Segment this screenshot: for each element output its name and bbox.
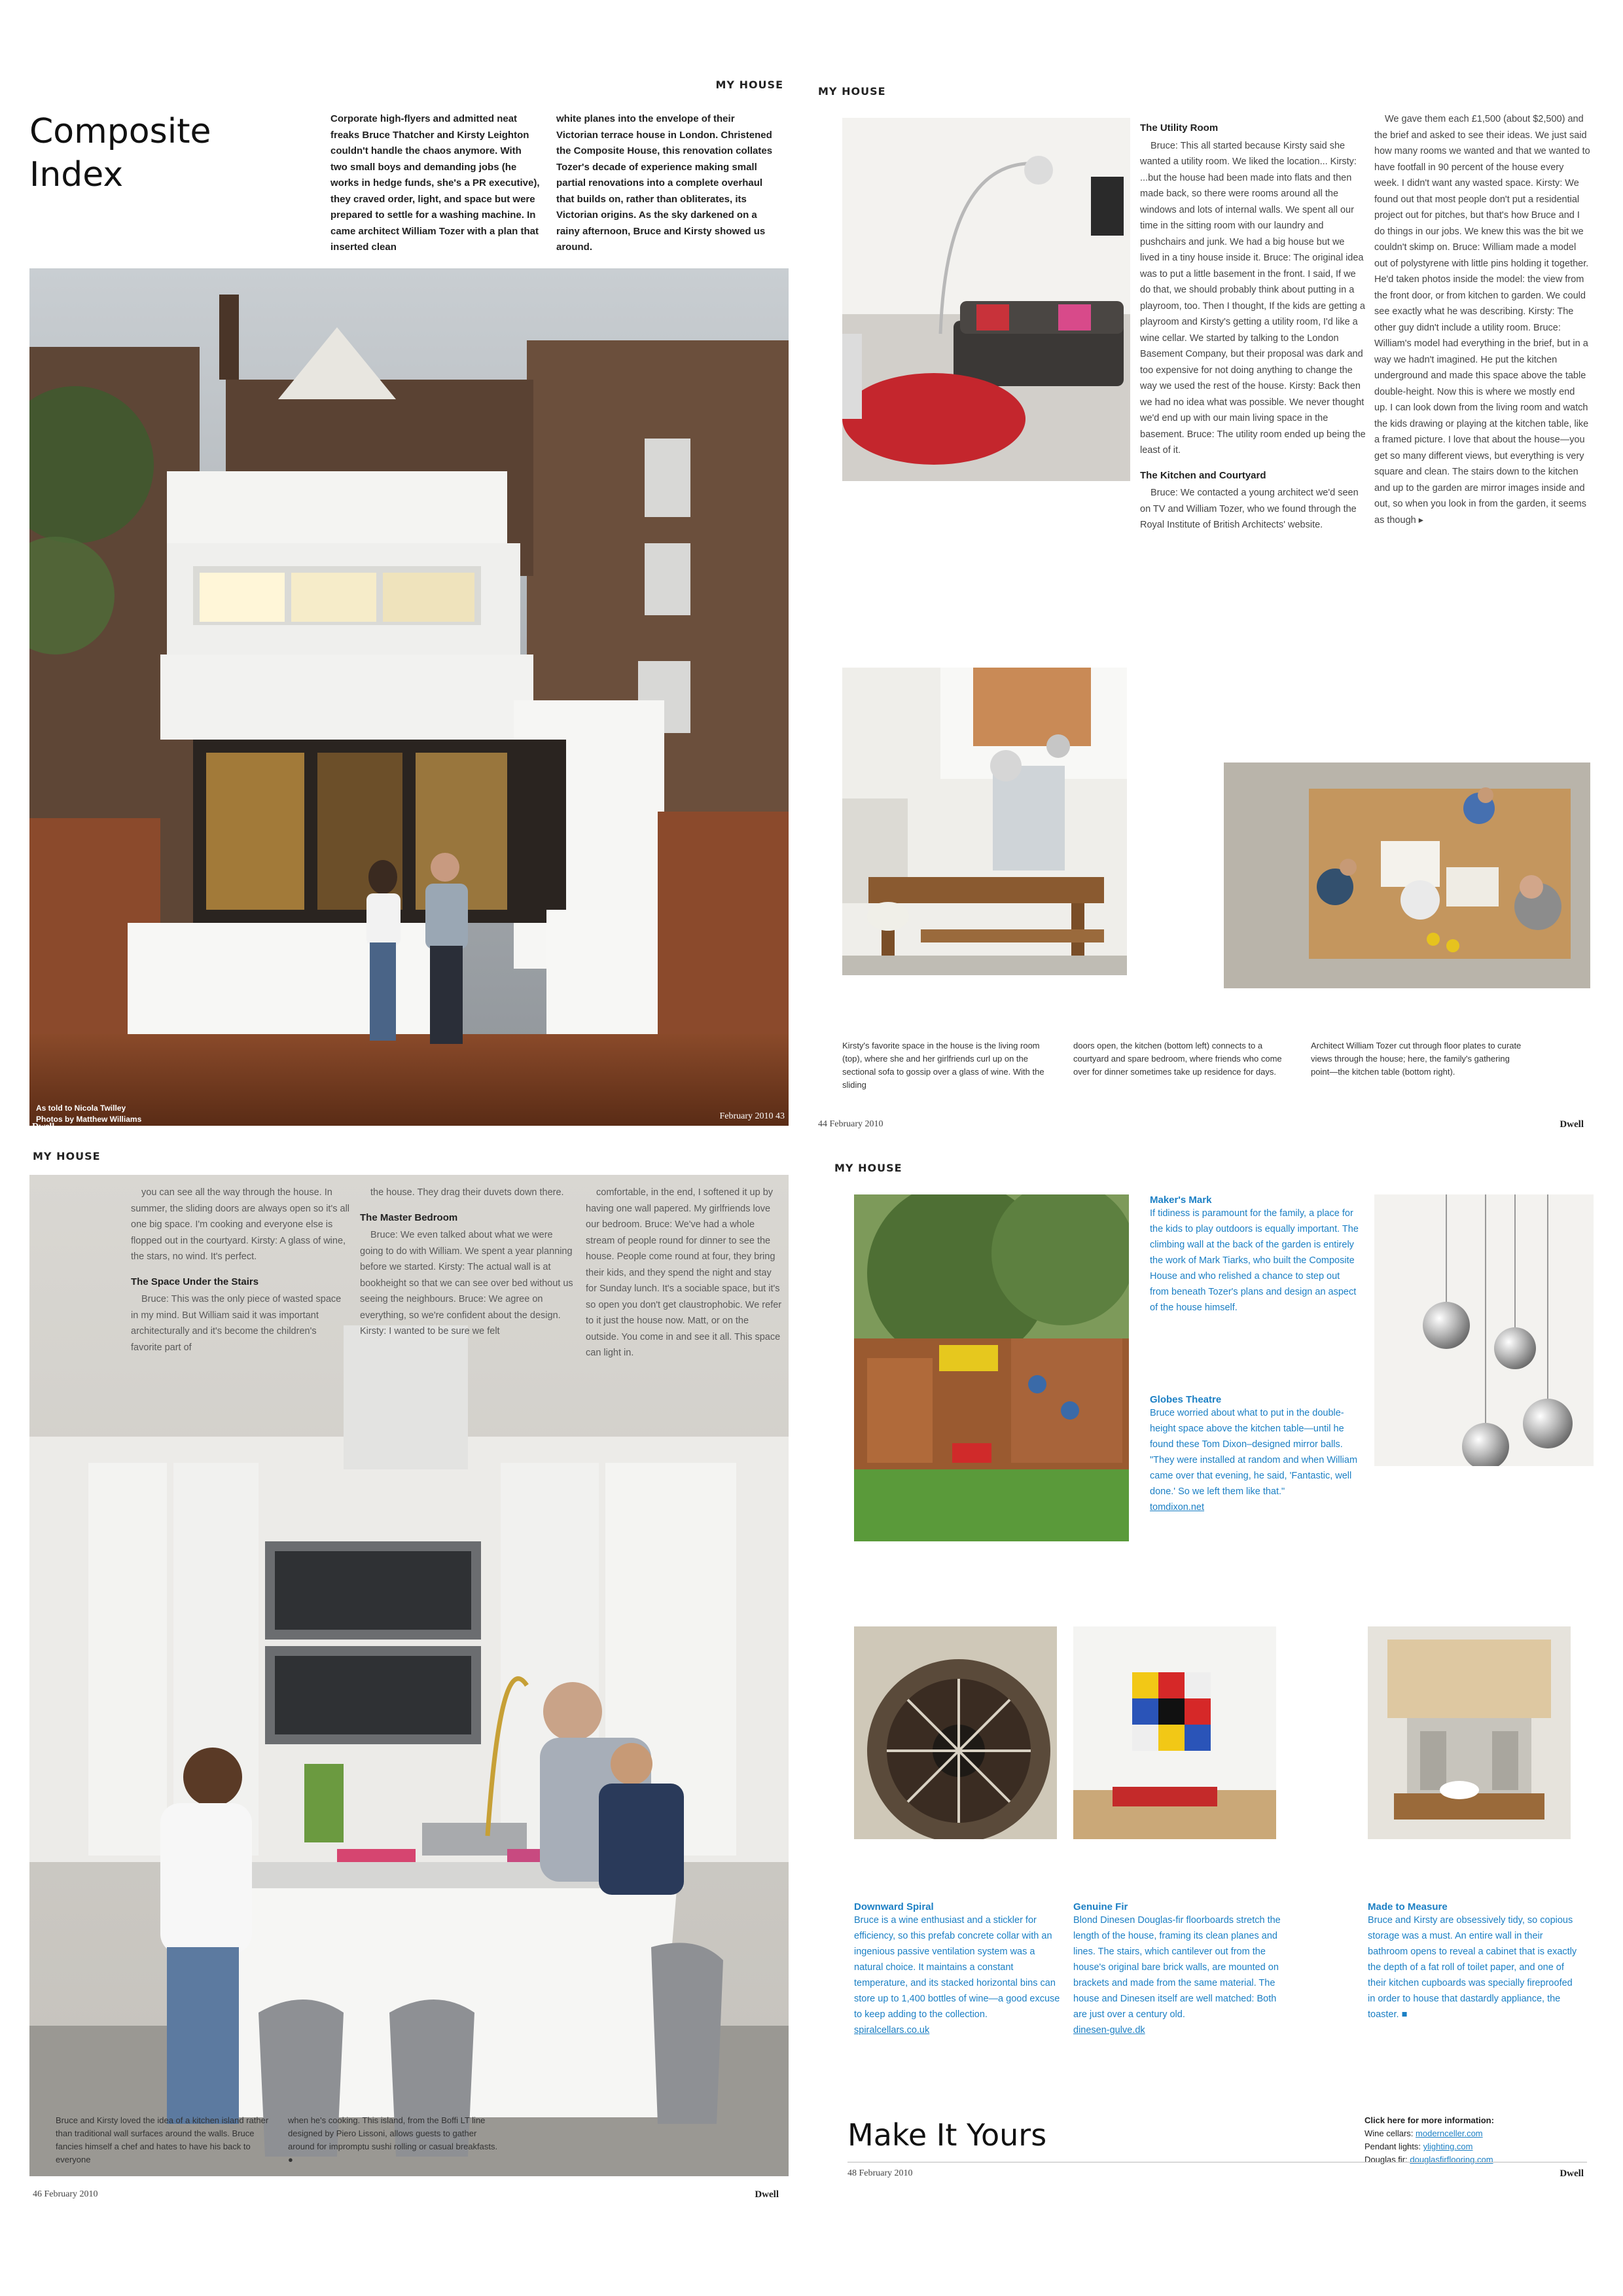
caption-2: doors open, the kitchen (bottom left) connects to a courtyard and spare bedroom, where friends who come over for dinner sometimes take up residence for days.	[1073, 1041, 1282, 1077]
genuine-fir-heading: Genuine Fir	[1073, 1901, 1128, 1912]
downward-spiral-text: Bruce is a wine enthusiast and a stickler for efficiency, so this prefab concrete collar with an ingenious passive ventilation system was a natural choice. It maintains a constant temperature, and its stacked horizontal bins can store up to 1,400 bottles of wine—a good excuse to keep adding to the collection.	[854, 1915, 1060, 2020]
makers-mark-block	[1150, 1194, 1359, 1316]
made-to-measure-block	[1368, 1901, 1577, 2022]
body-col-1	[131, 1185, 350, 1355]
intro-col-2: white planes into the envelope of their Victorian terrace house in London. Christened the Composite House, this renovation collates Tozer's decade of experience making small partial renovations into a complete overhaul that builds on, rather than obliterates, its Victorian origins. As the sky darkened on a rainy afternoon, Bruce and Kirsty showed us around.	[556, 113, 773, 253]
globes-theatre-block	[1150, 1394, 1359, 1515]
paragraph-comfortable: comfortable, in the end, I softened it up by having one wall papered. My girlfriends love our bedroom. Bruce: We've had a whole stream of people round for dinner to see the house. People come round at four, they bring their kids, and they spend the night and stay for Sunday lunch. It's a sociable space, but it's so open you don't get claustrophobic. We refer to it just the house now. Matt, or on the outside. You come in and see it all. This space can light in.	[586, 1187, 782, 1358]
paragraph-continued: We gave them each £1,500 (about $2,500) and the brief and asked to see their ideas. We just said how many rooms we wanted and that we wanted to have footfall in 90 percent of the house every week. I didn't want any wasted space. Kirsty: We found out that most people don't put a residential project out for pitches, but that's how Bruce and I do things in our jobs. We knew this was the bit we couldn't skimp on. Bruce: William made a model out of polystyrene with little pins holding it together. He'd taken photos inside the model: the view from the front door, or from kitchen to garden. We could see exactly what he was describing. Kirsty: The other guy didn't include a utility room. Bruce: William's model had everything in the brief, but in a way we hadn't imagined. He put the kitchen underground and made this space above the table double-height. Now this is where we mostly end up. I can look down from the living room and watch the kids drawing or playing at the kitchen table, like a framed picture. I love that about the house—you get so many different views, but everything is very square and clean. The stairs down to the kitchen and up to the garden are mirror images inside and out, so when you look in from the garden, it seems as though ▸	[1374, 114, 1590, 526]
spiral-cellar-photo	[854, 1626, 1057, 1839]
genuine-fir-text: Blond Dinesen Douglas-fir floorboards stretch the length of the house, framing its clean planes and lines. The stairs, which cantilever out from the house's original bare brick walls, are mounted on brackets and made from the same material. The house and Dinesen itself are well matched: Both are just over a century old.	[1073, 1915, 1281, 2020]
kitchen-photo	[842, 668, 1127, 975]
wine-cellars-link[interactable]: modernceller.com	[1416, 2128, 1483, 2138]
credit-photographer: Photos by Matthew Williams	[36, 1115, 142, 1124]
paragraph-utility: Bruce: This all started because Kirsty said she wanted a utility room. We liked the location... Kirsty: ...but the house had been made into flats and then made back, so there were rooms around all the windows and lots of internal walls. We spent all our time in the sitting room with our laundry and pushchairs and junk. We had a big house but we lived in a tiny house inside it. Bruce: The original idea was to put a little basement in the front. I said, If we do that, we should probably think about putting in a playroom, too. Then I thought, If the kids are getting a playroom and Kirsty's getting a utility room, I'd like a wine cellar. We started by talking to the London Basement Company, but their proposal was dark and too expensive for not doing anything to change the way we used the rest of the house. Kirsty: Back then we had no idea what was possible. We never thought we'd end up with our main living space in the basement. Bruce: The utility room ended up being the least of it.	[1140, 140, 1366, 456]
bathroom-illustration	[1368, 1626, 1571, 1839]
tomdixon-link[interactable]: tomdixon.net	[1150, 1502, 1205, 1513]
climbing-wall-photo	[854, 1194, 1129, 1541]
paragraph-kitchen: Bruce: We contacted a young architect we'd seen on TV and William Tozer, who we found through the Royal Institute of British Architects' website.	[1140, 488, 1359, 530]
folio-page: February 2010 43	[719, 1111, 785, 1121]
more-info-fir	[1364, 2153, 1580, 2166]
page-make-it-yours	[815, 1149, 1594, 2209]
spiral-cellar-illustration	[854, 1626, 1057, 1839]
dinesen-link[interactable]: dinesen-gulve.dk	[1073, 2025, 1145, 2036]
folio-page: 44 February 2010	[818, 1119, 883, 1129]
pendant-lights-link[interactable]: ylighting.com	[1423, 2142, 1473, 2151]
body-col-1	[1140, 111, 1366, 533]
mirror-balls-photo	[1374, 1194, 1594, 1466]
paragraph-stairs: Bruce: This was the only piece of wasted space in my mind. But William said it was important architecturally and it's become the children's favorite part of	[131, 1294, 342, 1353]
page-composite-index	[29, 72, 789, 1139]
section-label: MY HOUSE	[715, 79, 783, 91]
folio-brand: Dwell	[32, 1122, 55, 1132]
folio-brand: Dwell	[1560, 1119, 1584, 1130]
douglas-fir-photo	[1073, 1626, 1276, 1839]
section-label: MY HOUSE	[834, 1162, 902, 1174]
folio-page: 46 February 2010	[33, 2189, 98, 2199]
bathroom-photo	[1368, 1626, 1571, 1839]
caption-1: Kirsty's favorite space in the house is the living room (top), where she and her girlfriends curl up on the sectional sofa to gossip over a glass of wine. With the sliding	[842, 1041, 1044, 1090]
made-to-measure-heading: Made to Measure	[1368, 1901, 1448, 1912]
kitchen-table-overhead-photo	[1224, 762, 1590, 988]
body-col-2	[360, 1185, 576, 1340]
make-it-yours-title: Make It Yours	[847, 2117, 1047, 2153]
caption-1: Bruce and Kirsty loved the idea of a kitchen island rather than traditional wall surfaces around the walls. Bruce fancies himself a chef and hates to have his back to everyone	[56, 2115, 269, 2164]
globes-theatre-text: Bruce worried about what to put in the double-height space above the kitchen table—until he found these Tom Dixon–designed mirror balls. "They were installed at random and when William came over that evening, he said, 'Fantastic, well done.' So we left them like that."	[1150, 1408, 1358, 1497]
makers-mark-text: If tidiness is paramount for the family, a place for the kids to play outdoors is equally important. The climbing wall at the back of the garden is entirely the work of Mark Tiarks, who built the Composite House and who relished a chance to step out from beneath Tozer's plans and design an aspect of the house himself.	[1150, 1208, 1359, 1313]
more-info-heading: Click here for more information:	[1364, 2115, 1494, 2125]
subhead-utility-room: The Utility Room	[1140, 122, 1219, 134]
more-info-pendants	[1364, 2140, 1580, 2153]
body-col-2	[1374, 111, 1590, 528]
made-to-measure-text: Bruce and Kirsty are obsessively tidy, so copious storage was a must. An entire wall in their bathroom opens to reveal a cabinet that is exactly the depth of a fat roll of toilet paper, and one of their kitchen cupboards was specially fireproofed in order to house that dastardly appliance, the toaster. ■	[1368, 1915, 1577, 2020]
credit-writer: As told to Nicola Twilley	[36, 1103, 126, 1113]
douglas-fir-illustration	[1073, 1626, 1276, 1839]
folio-page: 48 February 2010	[847, 2168, 913, 2178]
mirror-balls-illustration	[1374, 1194, 1594, 1466]
kitchen-illustration	[842, 668, 1127, 975]
downward-spiral-block	[854, 1901, 1060, 2038]
spiralcellars-link[interactable]: spiralcellars.co.uk	[854, 2025, 930, 2036]
house-exterior-illustration	[29, 268, 789, 1126]
body-col-3	[586, 1185, 782, 1361]
more-info-block	[1364, 2114, 1580, 2166]
paragraph-duvets: the house. They drag their duvets down there.	[370, 1187, 564, 1198]
kitchen-table-illustration	[1224, 762, 1590, 988]
climbing-wall-illustration	[854, 1194, 1129, 1541]
paragraph-summer: you can see all the way through the house. In summer, the sliding doors are always open so it's all one big space. I'm cooking and everyone else is flopped out in the courtyard. Kirsty: A glass of wine, the stars, no wind. It's perfect.	[131, 1187, 350, 1262]
more-info-label: Pendant lights:	[1364, 2142, 1423, 2151]
genuine-fir-block	[1073, 1901, 1283, 2038]
title-line-2: Index	[29, 155, 124, 194]
folio-brand: Dwell	[1560, 2168, 1584, 2179]
section-label: MY HOUSE	[33, 1150, 101, 1162]
living-room-illustration	[842, 118, 1130, 481]
folio-brand: Dwell	[755, 2189, 779, 2200]
more-info-label: Wine cellars:	[1364, 2128, 1416, 2138]
page-utility-room	[815, 72, 1594, 1139]
caption-2: when he's cooking. This island, from the Boffi LT line designed by Piero Lissoni, allows guests to gather around for impromptu sushi rolling or casual breakfasts. ●	[288, 2115, 498, 2164]
globes-theatre-heading: Globes Theatre	[1150, 1394, 1222, 1405]
more-info-label: Douglas fir:	[1364, 2155, 1410, 2164]
article-title	[29, 110, 211, 196]
subhead-space-under-stairs: The Space Under the Stairs	[131, 1276, 259, 1287]
makers-mark-heading: Maker's Mark	[1150, 1194, 1212, 1206]
intro-col-1: Corporate high-flyers and admitted neat freaks Bruce Thatcher and Kirsty Leighton couldn't handle the chaos anymore. With two small boys and demanding jobs (he works in hedge funds, she's a PR executive), they craved order, light, and space but were prepared to settle for a washing machine. In came architect William Tozer with a plan that inserted clean	[330, 113, 540, 253]
caption-3: Architect William Tozer cut through floor plates to curate views through the house; here, the family's gathering point—the kitchen table (bottom right).	[1311, 1041, 1522, 1077]
house-exterior-photo	[29, 268, 789, 1126]
downward-spiral-heading: Downward Spiral	[854, 1901, 934, 1912]
paragraph-bedroom: Bruce: We even talked about what we were going to do with William. We spent a year planning before we started. Kirsty: The actual wall is at bookheight so that we can see over bed without us seeing the neighbours. Bruce: We agree on everything, so we're confident about the design. Kirsty: I wanted to be sure we felt	[360, 1230, 573, 1336]
subhead-master-bedroom: The Master Bedroom	[360, 1211, 458, 1223]
more-info-wine	[1364, 2127, 1580, 2140]
subhead-kitchen-courtyard: The Kitchen and Courtyard	[1140, 469, 1266, 481]
title-line-1: Composite	[29, 112, 211, 151]
douglas-fir-link[interactable]: douglasfirflooring.com	[1410, 2155, 1493, 2164]
page-kitchen-island	[29, 1149, 789, 2209]
living-room-photo	[842, 118, 1130, 481]
section-label: MY HOUSE	[818, 85, 886, 98]
